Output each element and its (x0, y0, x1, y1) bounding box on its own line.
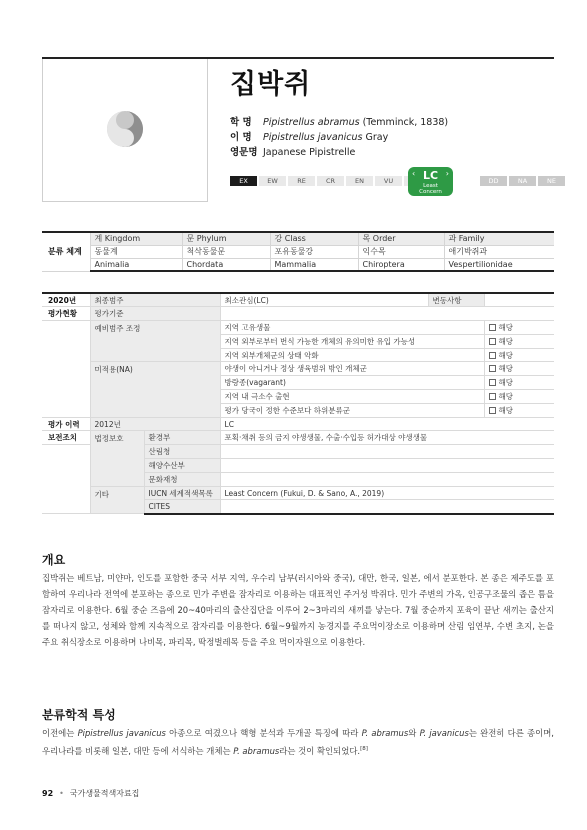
criteria-label: 평가기준 (90, 307, 220, 321)
english-name-row (230, 145, 448, 160)
iucn-row (42, 486, 554, 500)
iucn-value: Least Concern (Fukui, D. & Sano, A., 2019) (220, 486, 554, 500)
year-label: 2020년 (42, 293, 90, 307)
page-number: 92 (42, 789, 54, 798)
text-run: 와 (408, 728, 420, 738)
culture-admin: 문화재청 (144, 472, 220, 486)
history-row (42, 417, 554, 431)
na-item: 방랑종(vagarant) (220, 376, 484, 390)
english-name-label: 영문명 (230, 147, 258, 158)
taxonomy-cell: 척삭동물문 (182, 245, 270, 258)
lc-text-line2: Concern (419, 189, 442, 195)
synonym-label: 이 명 (230, 132, 252, 143)
taxonomy-header: 과 Family (444, 232, 554, 245)
check-label: 해당 (498, 378, 514, 388)
taxonomy-header-row (42, 232, 554, 245)
category-ex: EX (230, 176, 257, 186)
change-value (484, 293, 554, 307)
ministry-env: 환경부 (144, 431, 220, 445)
category-en: EN (346, 176, 373, 186)
checkbox[interactable] (489, 352, 496, 359)
other-label: 기타 (90, 486, 144, 514)
lc-text-line1: Least (423, 183, 438, 189)
category-dd: DD (480, 176, 507, 186)
separator-dot: • (59, 789, 64, 798)
taxonomic-heading: 분류학적 특성 (42, 708, 116, 722)
species-name: Pipistrellus javanicus (77, 728, 166, 738)
taxonomy-cell: 포유동물강 (270, 245, 358, 258)
check-label: 해당 (498, 322, 514, 332)
species-names (230, 115, 448, 160)
na-item: 지역 내 극소수 출현 (220, 390, 484, 404)
prelim-row (42, 321, 554, 335)
overview-heading: 개요 (42, 553, 66, 567)
checkbox[interactable] (489, 324, 496, 331)
text-run: 는 완전히 다른 종이며, 우리나라를 비롯해 일본, 대만 등에 서식하는 개체는 (42, 728, 554, 756)
check-cell (484, 362, 554, 376)
overview-text: 집박쥐는 베트남, 미얀마, 인도를 포함한 중국 서부 지역, 우수리 남부(러시아와 중국), 대만, 한국, 일본, 에서 분포한다. 본 종은 제주도를 포함하여 우리나라 전역에 분포하는 종으로 민가 주변을 잠자리로 이용하는 대표적인 주거성 박쥐다. 민가 주변의 가옥, 인공구조물의 좁은 틈을 잠자리로 이용한다. 6월 중순 즈음에 20~40마리의 출산집단을 이루어 2~3마리의 새끼를 낳는다. 7월 중순까지 포육이 끝난 새끼는 출산지를 떠나지 않고, 성체와 함께 지속적으로 잠자리를 이용한다. 6월~9월까지 농경지를 주요먹이장소로 이용하며 산림 임연부, 수변 초지, 논을 주요 취식장소로 이용하며 나비목, 파리목, 딱정벌레목 등을 주요 먹이자원으로 이용한다. (42, 573, 554, 647)
scientific-name: Pipistrellus abramus (263, 117, 360, 128)
species-name: P. abramus (233, 745, 280, 756)
na-item: 야생이 아니거나 정상 생육범위 밖인 개체군 (220, 362, 484, 376)
taxonomic-text (42, 725, 554, 759)
check-label: 해당 (498, 350, 514, 360)
english-name: Japanese Pipistrelle (263, 147, 356, 158)
scientific-name-row (230, 115, 448, 130)
ocean-value (220, 459, 554, 473)
check-cell (484, 334, 554, 348)
iucn-category-bar (230, 176, 567, 186)
prelim-item: 지역 외부개체군의 상태 악화 (220, 348, 484, 362)
status-spacer (42, 321, 90, 418)
ocean-ministry: 해양수산부 (144, 459, 220, 473)
change-label: 변동사항 (428, 293, 484, 307)
checkbox[interactable] (489, 365, 496, 372)
checkbox[interactable] (489, 338, 496, 345)
category-cr: CR (317, 176, 344, 186)
conservation-label: 보전조치 (42, 431, 90, 445)
taxonomy-header: 문 Phylum (182, 232, 270, 245)
taxonomy-header: 계 Kingdom (90, 232, 182, 245)
final-category-value: 최소관심(LC) (220, 293, 428, 307)
taxonomy-header: 강 Class (270, 232, 358, 245)
species-title: 집박쥐 (230, 69, 312, 100)
forest-service: 산림청 (144, 445, 220, 459)
criteria-value (220, 307, 554, 321)
taxonomy-latin-row (42, 258, 554, 271)
culture-value (220, 472, 554, 486)
iucn-label: IUCN 세계적색목록 (144, 486, 220, 500)
prelim-item: 지역 외부로부터 번식 가능한 개체의 유의미한 유입 가능성 (220, 334, 484, 348)
history-label: 평가 이력 (42, 417, 90, 431)
prelim-item: 지역 고유생물 (220, 321, 484, 335)
taxonomy-cell: Chordata (182, 258, 270, 271)
history-year: 2012년 (90, 417, 220, 431)
species-photo-placeholder (42, 59, 208, 202)
taxonomy-cell: 동물계 (90, 245, 182, 258)
scientific-name-label: 학 명 (230, 117, 252, 128)
lc-code: LC (422, 169, 439, 182)
check-cell (484, 390, 554, 404)
text-run: 라는 것이 확인되었다. (279, 745, 361, 756)
category-lc-badge (408, 167, 453, 196)
check-label: 해당 (498, 405, 514, 415)
ministry-env-row (42, 431, 554, 445)
check-cell (484, 403, 554, 417)
ministry-env-value: 포획·채취 등의 금지 야생생물, 수출·수입등 허가대상 야생생물 (220, 431, 554, 445)
checkbox[interactable] (489, 379, 496, 386)
category-ne: NE (538, 176, 565, 186)
forest-value (220, 445, 554, 459)
taxonomy-cell: Mammalia (270, 258, 358, 271)
cites-label: CITES (144, 500, 220, 514)
check-label: 해당 (498, 364, 514, 374)
taxonomy-korean-row (42, 245, 554, 258)
category-re: RE (288, 176, 315, 186)
taxonomy-cell: 애기박쥐과 (444, 245, 554, 258)
reference-link[interactable]: [8] (360, 746, 368, 752)
na-row (42, 362, 554, 376)
species-name: P. abramus (361, 728, 409, 738)
chevron-left-icon: ‹ (412, 169, 416, 178)
species-name: P. javanicus (419, 728, 469, 738)
legal-label: 법정보호 (90, 431, 144, 486)
assessment-table (42, 292, 554, 515)
taxonomy-cell: 익수목 (358, 245, 444, 258)
final-category-label: 최종범주 (90, 293, 220, 307)
taxonomy-section-label: 분류 체계 (42, 232, 90, 271)
final-category-row (42, 293, 554, 307)
check-cell (484, 376, 554, 390)
book-title: 국가생물적색자료집 (69, 789, 140, 798)
taegeuk-emblem-icon (105, 109, 145, 149)
category-na: NA (509, 176, 536, 186)
conservation-spacer (42, 445, 90, 514)
chevron-right-icon: › (445, 169, 449, 178)
scientific-author: (Temminck, 1838) (359, 117, 449, 128)
criteria-row (42, 307, 554, 321)
taxonomy-cell: Chiroptera (358, 258, 444, 271)
category-ew: EW (259, 176, 286, 186)
taxonomy-cell: Animalia (90, 258, 182, 271)
check-cell (484, 321, 554, 335)
taxonomy-cell: Vespertilionidae (444, 258, 554, 271)
synonym-name: Pipistrellus javanicus (263, 132, 363, 143)
taxonomy-table (42, 231, 554, 272)
na-item: 평가 당국이 정한 수준보다 하위분류군 (220, 403, 484, 417)
status-label: 평가현황 (42, 307, 90, 321)
page-footer (42, 788, 139, 799)
check-cell (484, 348, 554, 362)
synonym-author: Gray (362, 132, 389, 143)
synonym-row (230, 130, 448, 145)
history-value: LC (220, 417, 554, 431)
taxonomy-header: 목 Order (358, 232, 444, 245)
check-label: 해당 (498, 336, 514, 346)
cites-value (220, 500, 554, 514)
na-label: 미적용(NA) (90, 362, 220, 417)
category-vu: VU (375, 176, 402, 186)
checkbox[interactable] (489, 393, 496, 400)
check-label: 해당 (498, 391, 514, 401)
text-run: 이전에는 (42, 728, 78, 738)
prelim-label: 예비범주 조정 (90, 321, 220, 362)
checkbox[interactable] (489, 407, 496, 414)
text-run: 아종으로 여겼으나 핵형 분석과 두개골 특징에 따라 (165, 728, 362, 738)
